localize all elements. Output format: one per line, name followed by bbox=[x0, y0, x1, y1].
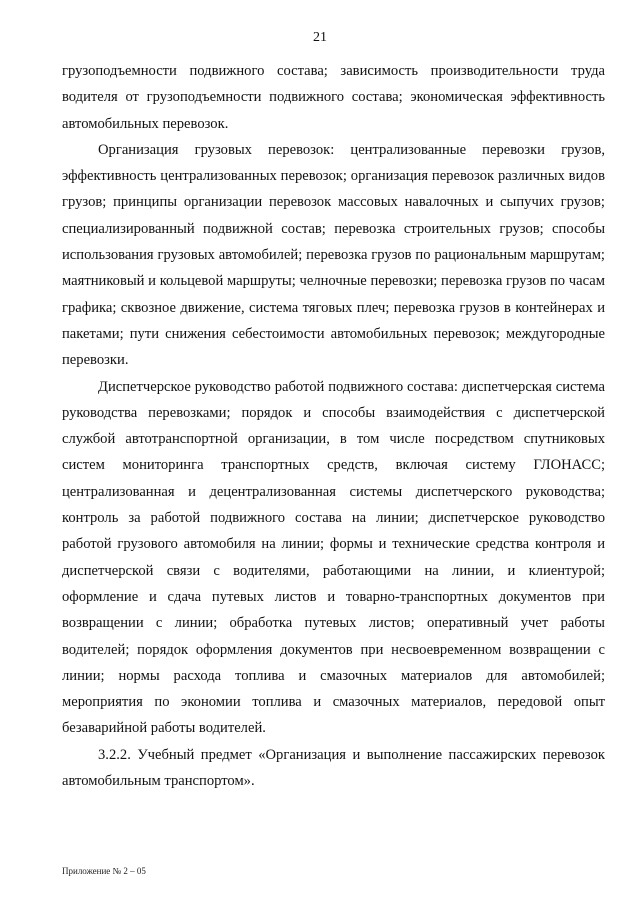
section-heading-3-2-2: 3.2.2. Учебный предмет «Организация и выполнение пассажирских перевозок автомобильным транспортом». bbox=[62, 746, 605, 790]
paragraph-dispatch-management: Диспетчерское руководство работой подвижного состава: диспетчерская система руководства перевозками; порядок и способы взаимодействия с диспетчерской службой автотранспортной организации, в том числе посредством спутниковых систем мониторинга транспортных средств, включая систему ГЛОНАСС; централизованная и децентрализованная системы диспетчерского руководства; контроль за работой подвижного состава на линии; диспетчерское руководство работой грузового автомобиля на линии; формы и технические средства контроля и диспетчерской связи с водителями, работающими на линии, и клиентурой; оформление и сдача путевых листов и товарно-транспортных документов при возвращении с линии; обработка путевых листов; оперативный учет работы водителей; порядок оформления документов при несвоевременном возвращении с линии; нормы расхода топлива и смазочных материалов для автомобилей; мероприятия по экономии топлива и смазочных материалов, передовой опыт безаварийной работы водителей. bbox=[62, 378, 605, 737]
document-body bbox=[62, 58, 605, 794]
paragraph-continuation: грузоподъемности подвижного состава; зависимость производительности труда водителя от грузоподъемности подвижного состава; экономическая эффективность автомобильных перевозок. bbox=[62, 63, 605, 132]
footer-annex-label: Приложение № 2 – 05 bbox=[62, 866, 146, 876]
page-number: 21 bbox=[313, 30, 327, 45]
paragraph-cargo-transport-organization: Организация грузовых перевозок: централизованные перевозки грузов, эффективность централизованных перевозок; организация перевозок различных видов грузов; принципы организации перевозок массовых навалочных и сыпучих грузов; специализированный подвижной состав; перевозка строительных грузов; способы использования грузовых автомобилей; перевозка грузов по рациональным маршрутам; маятниковый и кольцевой маршруты; челночные перевозки; перевозка грузов по часам графика; сквозное движение, система тяговых плеч; перевозка грузов в контейнерах и пакетами; пути снижения себестоимости автомобильных перевозок; междугородные перевозки. bbox=[62, 141, 605, 369]
